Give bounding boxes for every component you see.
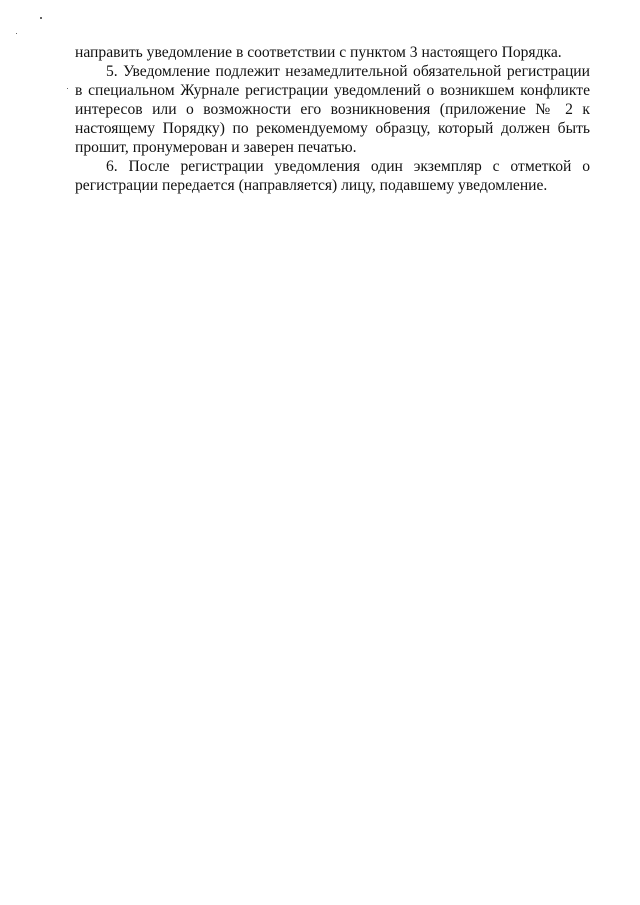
scan-speck [67,88,68,89]
paragraph-continuation: направить уведомление в соответствии с пунктом 3 настоящего Порядка. [75,44,562,61]
document-body [75,43,590,195]
scan-speck [40,17,42,19]
paragraph-item-5: 5. Уведомление подлежит незамедлительной обязательной регистрации в специальном Журнале регистрации уведомлений о возникшем конфликте интересов или о возможности его возникновения (приложение № 2 к настоящему Порядку) по рекомендуемому образцу, который должен быть прошит, пронумерован и заверен печатью. [75,63,590,156]
scan-speck [16,33,17,34]
paragraph-item-6: 6. После регистрации уведомления один экземпляр с отметкой о регистрации передается (направляется) лицу, подавшему уведомление. [75,158,590,194]
